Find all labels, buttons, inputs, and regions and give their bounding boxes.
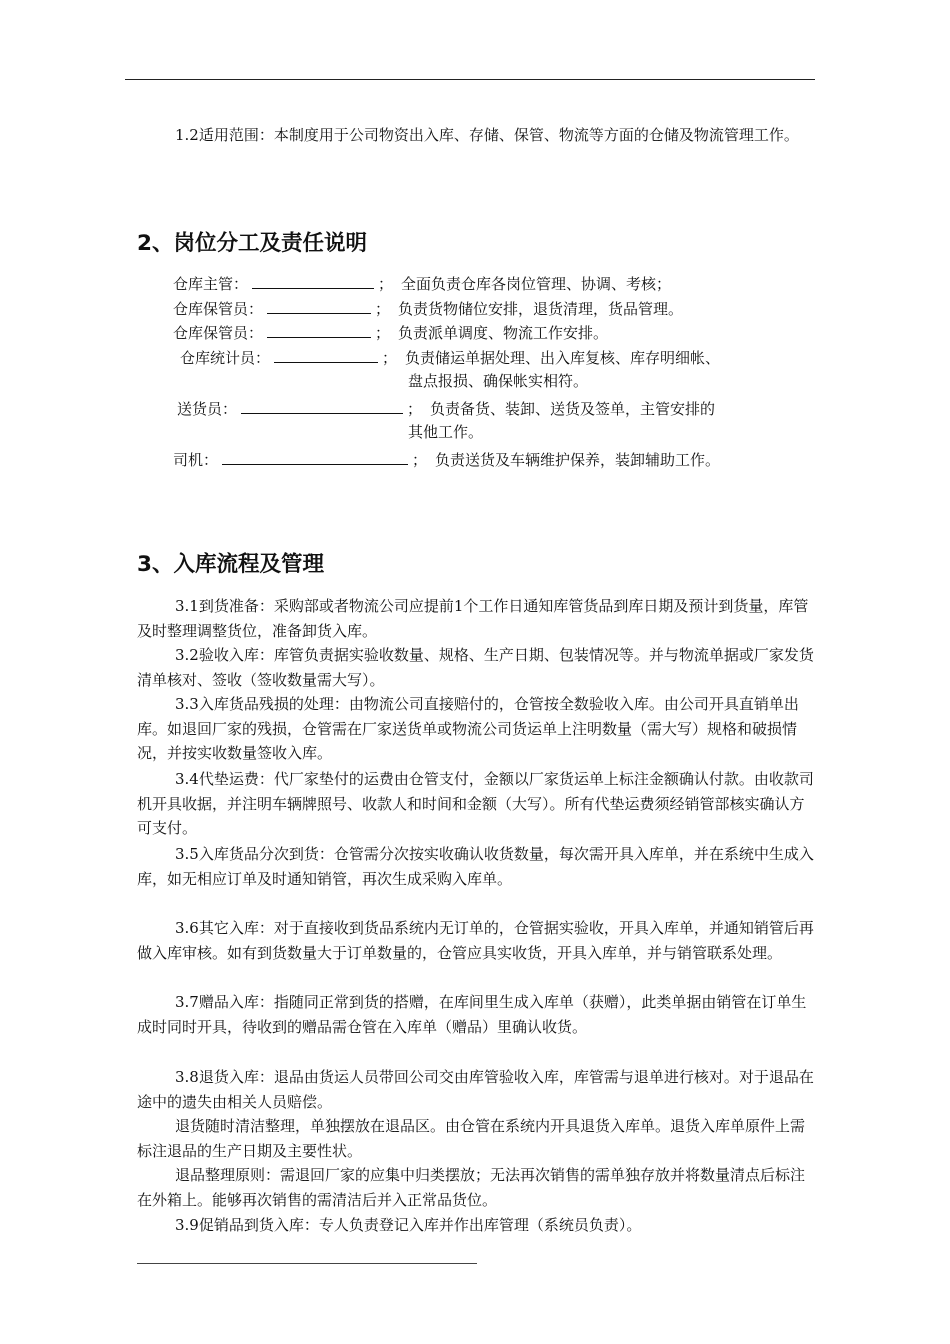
role-row-6: 司机： ； 负责送货及车辆维护保养，装卸辅助工作。	[173, 447, 720, 473]
role-row-5: 送货员： ； 负责备货、装卸、送货及签单，主管安排的	[177, 396, 715, 422]
paragraph-3-4: 3.4代垫运费：代厂家垫付的运费由仓管支付，金额以厂家货运单上标注金额确认付款。由收款司机开具收据，并注明车辆牌照号、收款人和时间和金额（大写）。所有代垫运费须经销管部核实确认方可支付。	[137, 770, 814, 838]
role-name: 仓库保管员：	[173, 300, 264, 318]
role-name: 司机：	[173, 451, 219, 469]
paragraph-3-9: 3.9促销品到货入库：专人负责登记入库并作出库管理（系统员负责）。	[175, 1216, 642, 1234]
role-duty: 负责货物储位安排，退货清理，货品管理。	[398, 300, 684, 318]
fill-blank	[241, 396, 403, 414]
role-row-1: 仓库主管： ； 全面负责仓库各岗位管理、协调、考核；	[173, 271, 671, 297]
fill-blank	[274, 345, 378, 363]
role-duty: 全面负责仓库各岗位管理、协调、考核；	[401, 275, 672, 293]
role-duty: 负责储运单据处理、出入库复核、库存明细帐、	[405, 349, 721, 367]
paragraph-3-8: 3.8退货入库：退品由货运人员带回公司交由库管验收入库，库管需与退单进行核对。对于退品在途中的遗失由相关人员赔偿。	[137, 1068, 814, 1111]
role-row-2: 仓库保管员： ； 负责货物储位安排，退货清理，货品管理。	[173, 296, 683, 322]
paragraph-3-1: 3.1到货准备：采购部或者物流公司应提前1个工作日通知库管货品到库日期及预计到货量，库管及时整理调整货位，准备卸货入库。	[137, 597, 809, 640]
role-duty: 负责备货、装卸、送货及签单，主管安排的	[430, 400, 716, 418]
role-name: 送货员：	[177, 400, 238, 418]
fill-blank	[267, 296, 371, 314]
fill-blank	[252, 271, 374, 289]
paragraph-3-3: 3.3入库货品残损的处理：由物流公司直接赔付的，仓管按全数验收入库。由公司开具直销单出库。如退回厂家的残损，仓管需在厂家送货单或物流公司货运单上注明数量（需大写）规格和破损情况，并按实收数量签收入库。	[137, 695, 799, 763]
section-3-heading: 3、入库流程及管理	[137, 552, 324, 577]
role-name: 仓库保管员：	[173, 324, 264, 342]
fill-blank	[267, 320, 371, 338]
role-row-4-continuation: 盘点报损、确保帐实相符。	[408, 372, 589, 390]
role-row-3: 仓库保管员： ； 负责派单调度、物流工作安排。	[173, 320, 608, 346]
paragraph-3-6: 3.6其它入库：对于直接收到货品系统内无订单的，仓管据实验收，开具入库单，并通知销管后再做入库审核。如有到货数量大于订单数量的，仓管应具实收货，开具入库单，并与销管联系处理。	[137, 919, 814, 962]
footer-rule	[137, 1263, 477, 1264]
paragraph-return-cleaning: 退货随时清洁整理，单独摆放在退品区。由仓管在系统内开具退货入库单。退货入库单原件上需标注退品的生产日期及主要性状。	[137, 1117, 806, 1160]
paragraph-return-principles: 退品整理原则：需退回厂家的应集中归类摆放；无法再次销售的需单独存放并将数量清点后标注在外箱上。能够再次销售的需清洁后并入正常品货位。	[137, 1166, 806, 1209]
role-duty: 负责送货及车辆维护保养，装卸辅助工作。	[435, 451, 721, 469]
role-row-4: 仓库统计员： ； 负责储运单据处理、出入库复核、库存明细帐、	[180, 345, 720, 371]
fill-blank	[222, 447, 408, 465]
paragraph-3-2: 3.2验收入库：库管负责据实验收数量、规格、生产日期、包装情况等。并与物流单据或厂家发货清单核对、签收（签收数量需大写）。	[137, 646, 814, 689]
paragraph-1-2: 1.2适用范围：本制度用于公司物资出入库、存储、保管、物流等方面的仓储及物流管理工作。	[175, 126, 799, 144]
paragraph-3-5: 3.5入库货品分次到货：仓管需分次按实收确认收货数量，每次需开具入库单，并在系统中生成入库，如无相应订单及时通知销管，再次生成采购入库单。	[137, 845, 814, 888]
paragraph-3-7: 3.7赠品入库：指随同正常到货的搭赠，在库间里生成入库单（获赠），此类单据由销管在订单生成时同时开具，待收到的赠品需仓管在入库单（赠品）里确认收货。	[137, 993, 807, 1036]
role-name: 仓库主管：	[173, 275, 249, 293]
role-row-5-continuation: 其他工作。	[408, 423, 484, 441]
section-2-heading: 2、岗位分工及责任说明	[137, 231, 367, 256]
role-name: 仓库统计员：	[180, 349, 271, 367]
header-rule	[125, 79, 815, 80]
role-duty: 负责派单调度、物流工作安排。	[398, 324, 609, 342]
